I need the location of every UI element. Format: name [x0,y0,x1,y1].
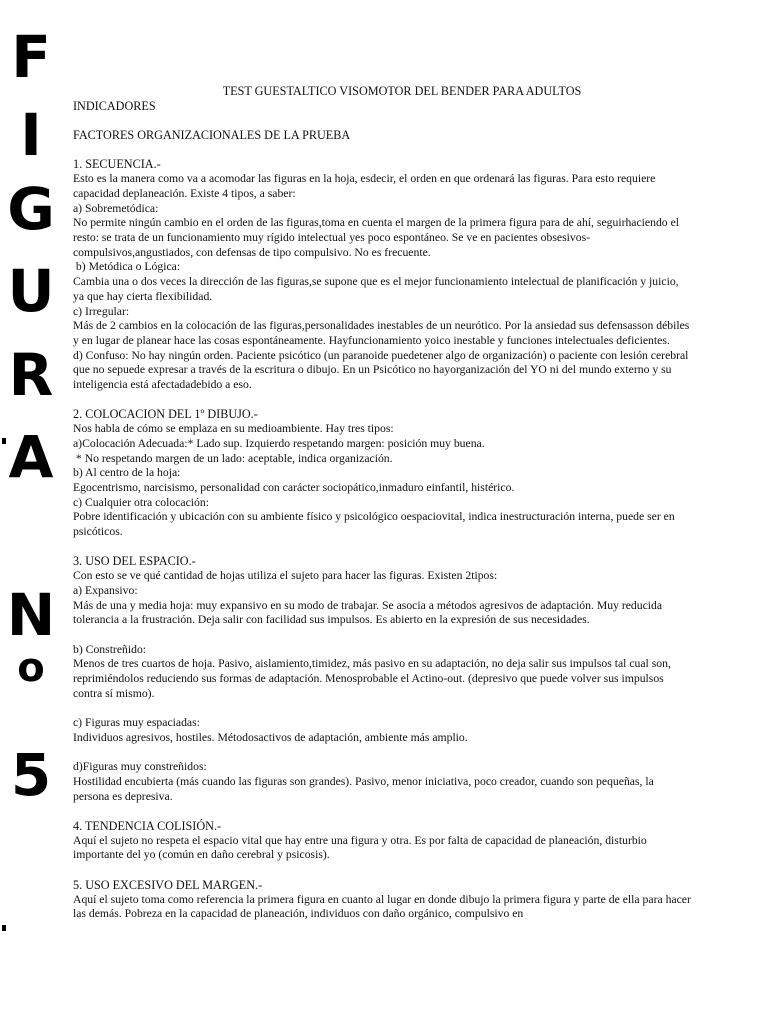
side-title-letter: o [17,645,45,691]
paragraph: Cambia una o dos veces la dirección de las figuras,se supone que es el mejor funcionamiento intelectual de planificación y juicio, ya que hay cierta flexibilidad. [73,275,679,303]
section-heading: 1. SECUENCIA.- [73,157,161,172]
paragraph: Egocentrismo, narcisismo, personalidad con carácter sociopático,inmaduro einfantil, histérico. [73,480,515,494]
side-title-letter: A [8,423,54,491]
item-label: c) Irregular: [73,304,130,318]
side-title-letter: I [20,101,42,169]
side-title-letter: N [6,581,56,649]
paragraph: Más de una y media hoja: muy expansivo en su modo de trabajar. Se asocia a métodos agresivos de adaptación. Muy reducida tolerancia a la frustración. Deja salir con facilidad sus impulsos. Es abierto en la expresión de sus necesidades. [73,598,663,627]
item-label: c) Cualquier otra colocación: [73,495,209,509]
paragraph: Individuos agresivos, hostiles. Métodosactivos de adaptación, ambiente más amplio. [73,730,468,744]
paragraph: * No respetando margen de un lado: aceptable, indica organización. [73,451,393,465]
paragraph: Esto es la manera como va a acomodar las figuras en la hoja, esdecir, el orden en que ordenará las figuras. Para esto requiere capacidad deplaneación. Existe 4 tipos, a saber: [73,172,656,200]
section-heading: 5. USO EXCESIVO DEL MARGEN.- [73,877,263,892]
item-label: b) Al centro de la hoja: [73,466,181,480]
side-mark [2,925,6,931]
item-label: a) Expansivo: [73,583,138,597]
section-heading: 2. COLOCACION DEL 1º DIBUJO.- [73,407,258,422]
paragraph: Aquí el sujeto no respeta el espacio vital que hay entre una figura y otra. Es por falta de capacidad de planeación, disturbio importante del yo (común en daño cerebral y psicosis). [73,833,647,862]
side-title-letter: 5 [10,741,52,809]
side-title-letter: R [8,341,54,409]
document-subtitle: INDICADORES [73,98,156,113]
paragraph: Aquí el sujeto toma como referencia la primera figura en cuanto al lugar en donde dibujo la primera figura y parte de ella para hacer las demás. Pobreza en la capacidad de planeación, individuos con daño orgánico, compulsivo en [73,892,691,921]
document-title: TEST GUESTALTICO VISOMOTOR DEL BENDER PARA ADULTOS [222,84,582,98]
paragraph: Pobre identificación y ubicación con su ambiente físico y psicológico oespaciovital, indica inestructuración interna, puede ser en psicóticos. [73,510,675,539]
item-label: b) Metódica o Lógica: [73,260,181,274]
side-title-letter: U [7,257,55,325]
section-heading: 3. USO DEL ESPACIO.- [73,554,196,569]
paragraph: Con esto se ve qué cantidad de hojas utiliza el sujeto para hacer las figuras. Existen 2tipos: [73,569,498,583]
document-body [73,84,691,922]
side-title-letter: F [11,23,51,91]
section-header: FACTORES ORGANIZACIONALES DE LA PRUEBA [73,128,351,143]
item-label: c) Figuras muy espaciadas: [73,716,200,730]
item-label: a) Sobremetódica: [73,201,159,215]
paragraph: a)Colocación Adecuada:* Lado sup. Izquierdo respetando margen: posición muy buena. [73,436,485,450]
section-heading: 4. TENDENCIA COLISIÓN.- [73,819,222,834]
paragraph: d) Confuso: No hay ningún orden. Paciente psicótico (un paranoide puedetener algo de organización) o paciente con lesión cerebral que no sepuede expresar a través de la escritura o dibujo. En un Psicótico no hayorganización del YO ni del mundo externo y su inteligencia está afectadadebido a eso. [73,348,689,392]
side-title-letter: G [7,175,55,243]
item-label: b) Constreñido: [73,642,147,656]
paragraph: Más de 2 cambios en la colocación de las figuras,personalidades inestables de un neurótico. Por la ansiedad sus defensasson débiles y en lugar de planear hace las cosas espontáneamente. Hayfuncionamiento yoico inestable y funciones intelectuales deficientes. [73,319,690,347]
paragraph: Menos de tres cuartos de hoja. Pasivo, aislamiento,timidez, más pasivo en su adaptación, no deja salir sus impulsos tal cual son, reprimiéndolos reduciendo sus formas de adaptación. Menosprobable el Actino-out. (depresivo que puede volver sus impulsos contra sí mismo). [73,657,671,700]
side-vertical-title [0,0,62,1024]
paragraph: Nos habla de cómo se emplaza en su medioambiente. Hay tres tipos: [73,422,394,436]
item-label: d)Figuras muy constreñidos: [73,760,207,774]
side-mark [2,438,6,444]
paragraph: Hostilidad encubierta (más cuando las figuras son grandes). Pasivo, menor iniciativa, poco creador, cuando son pequeñas, la persona es depresiva. [73,774,654,803]
paragraph: No permite ningún cambio en el orden de las figuras,toma en cuenta el margen de la primera figura para de ahí, seguirhaciendo el resto: se trata de un funcionamiento muy rígido intelectual yes poco espontáneo. Se ve en pacientes obsesivos-compulsivos,angustiados, con defensas de tipo compulsivo. No es frecuente. [73,216,679,259]
